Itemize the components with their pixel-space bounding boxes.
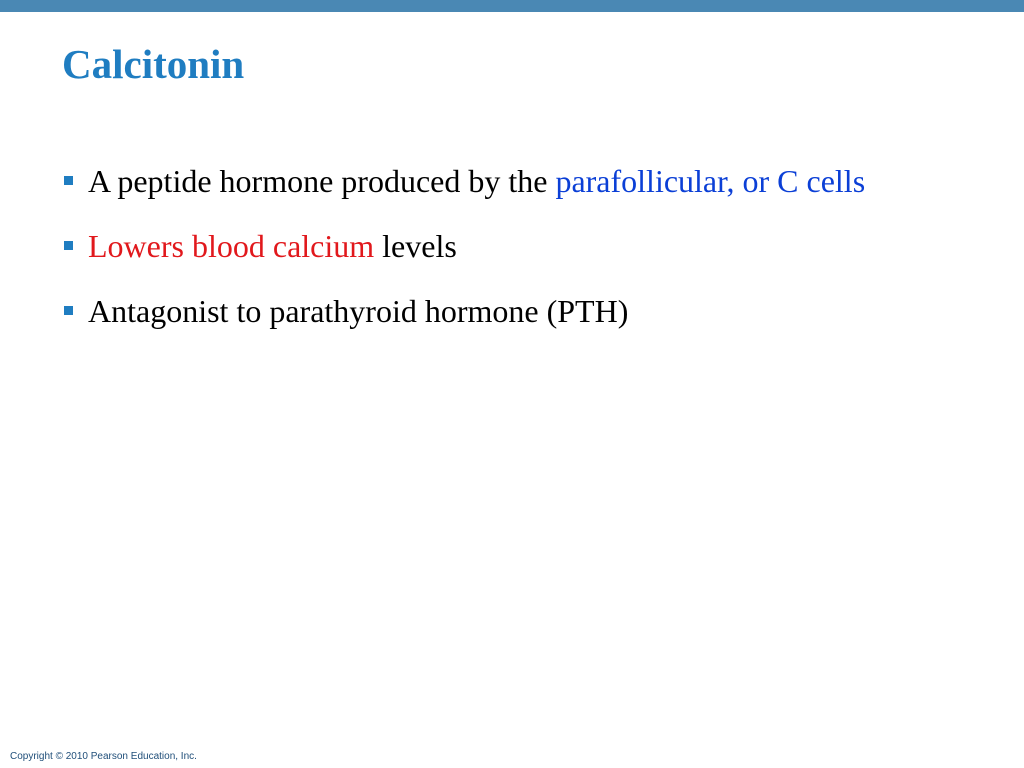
top-accent-bar (0, 0, 1024, 12)
blue-highlight-text: parafollicular, or C cells (555, 163, 866, 199)
square-bullet-icon (64, 176, 73, 185)
square-bullet-icon (64, 306, 73, 315)
bullet-text: levels (374, 228, 457, 264)
copyright-footer: Copyright © 2010 Pearson Education, Inc. (10, 751, 197, 762)
bullet-item (64, 225, 962, 268)
square-bullet-icon (64, 241, 73, 250)
bullet-text: A peptide hormone produced by the (88, 163, 556, 199)
bullet-list (64, 160, 962, 355)
bullet-item (64, 160, 962, 203)
slide-title: Calcitonin (62, 41, 245, 87)
bullet-text: Antagonist to parathyroid hormone (PTH) (88, 293, 629, 329)
red-highlight-text: Lowers blood calcium (88, 228, 375, 264)
bullet-item (64, 290, 962, 333)
